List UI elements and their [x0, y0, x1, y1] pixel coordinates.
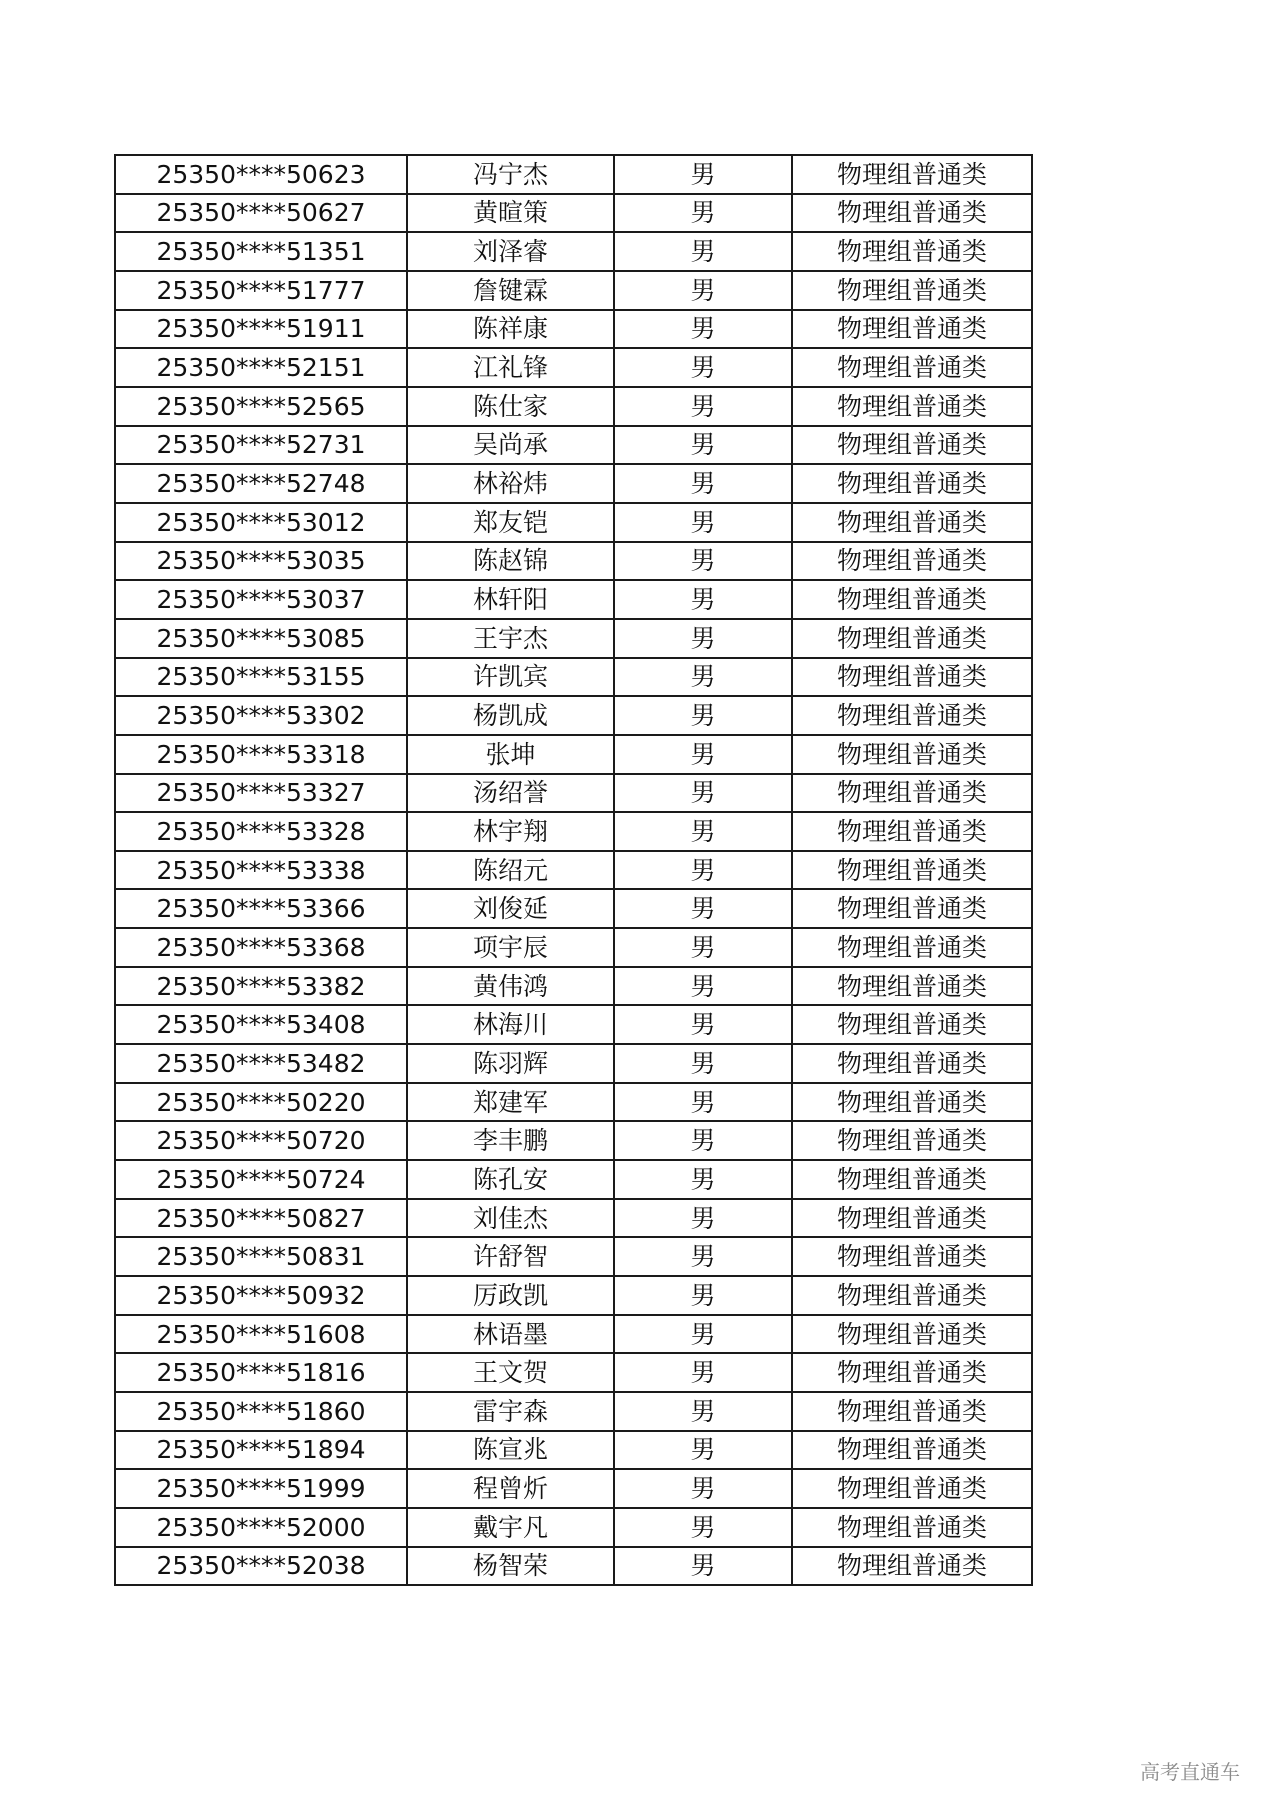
gender-cell: 男	[614, 774, 792, 813]
table-row	[115, 503, 1032, 542]
exam-id-cell: 25350****50831	[115, 1237, 407, 1276]
category-cell: 物理组普通类	[792, 774, 1032, 813]
exam-id-cell: 25350****51816	[115, 1353, 407, 1392]
exam-id-cell: 25350****52151	[115, 348, 407, 387]
student-name-cell: 林海川	[407, 1005, 614, 1044]
table-row	[115, 1392, 1032, 1431]
gender-cell: 男	[614, 619, 792, 658]
exam-id-cell: 25350****52731	[115, 426, 407, 465]
exam-id-cell: 25350****53327	[115, 774, 407, 813]
gender-cell: 男	[614, 194, 792, 233]
gender-cell: 男	[614, 232, 792, 271]
exam-id-cell: 25350****53012	[115, 503, 407, 542]
category-cell: 物理组普通类	[792, 1121, 1032, 1160]
category-cell: 物理组普通类	[792, 348, 1032, 387]
gender-cell: 男	[614, 1392, 792, 1431]
gender-cell: 男	[614, 155, 792, 194]
exam-id-cell: 25350****53318	[115, 735, 407, 774]
gender-cell: 男	[614, 928, 792, 967]
category-cell: 物理组普通类	[792, 1315, 1032, 1354]
gender-cell: 男	[614, 1237, 792, 1276]
exam-id-cell: 25350****53482	[115, 1044, 407, 1083]
exam-id-cell: 25350****53408	[115, 1005, 407, 1044]
category-cell: 物理组普通类	[792, 967, 1032, 1006]
exam-id-cell: 25350****51999	[115, 1469, 407, 1508]
table-row	[115, 696, 1032, 735]
table-row	[115, 658, 1032, 697]
exam-id-cell: 25350****53037	[115, 580, 407, 619]
student-name-cell: 林轩阳	[407, 580, 614, 619]
student-name-cell: 项宇辰	[407, 928, 614, 967]
student-name-cell: 陈羽辉	[407, 1044, 614, 1083]
category-cell: 物理组普通类	[792, 542, 1032, 581]
student-name-cell: 陈绍元	[407, 851, 614, 890]
gender-cell: 男	[614, 1508, 792, 1547]
gender-cell: 男	[614, 1005, 792, 1044]
category-cell: 物理组普通类	[792, 1547, 1032, 1586]
gender-cell: 男	[614, 1083, 792, 1122]
table-row	[115, 387, 1032, 426]
table-row	[115, 1315, 1032, 1354]
gender-cell: 男	[614, 464, 792, 503]
category-cell: 物理组普通类	[792, 271, 1032, 310]
category-cell: 物理组普通类	[792, 503, 1032, 542]
exam-id-cell: 25350****53382	[115, 967, 407, 1006]
table-row	[115, 774, 1032, 813]
category-cell: 物理组普通类	[792, 1083, 1032, 1122]
gender-cell: 男	[614, 426, 792, 465]
student-roster-table	[114, 154, 1033, 1586]
student-name-cell: 黄暄策	[407, 194, 614, 233]
student-name-cell: 吴尚承	[407, 426, 614, 465]
student-name-cell: 刘俊延	[407, 889, 614, 928]
student-name-cell: 许凯宾	[407, 658, 614, 697]
student-name-cell: 汤绍誉	[407, 774, 614, 813]
watermark: 高考直通车	[1140, 1760, 1240, 1784]
exam-id-cell: 25350****50827	[115, 1199, 407, 1238]
table-row	[115, 1508, 1032, 1547]
student-name-cell: 郑友铠	[407, 503, 614, 542]
category-cell: 物理组普通类	[792, 1237, 1032, 1276]
student-name-cell: 王宇杰	[407, 619, 614, 658]
gender-cell: 男	[614, 503, 792, 542]
category-cell: 物理组普通类	[792, 155, 1032, 194]
student-name-cell: 陈孔安	[407, 1160, 614, 1199]
table-row	[115, 967, 1032, 1006]
gender-cell: 男	[614, 967, 792, 1006]
table-row	[115, 812, 1032, 851]
student-name-cell: 陈宣兆	[407, 1431, 614, 1470]
exam-id-cell: 25350****50720	[115, 1121, 407, 1160]
gender-cell: 男	[614, 542, 792, 581]
table-row	[115, 1353, 1032, 1392]
category-cell: 物理组普通类	[792, 928, 1032, 967]
exam-id-cell: 25350****53366	[115, 889, 407, 928]
table-row	[115, 271, 1032, 310]
category-cell: 物理组普通类	[792, 889, 1032, 928]
exam-id-cell: 25350****52565	[115, 387, 407, 426]
student-name-cell: 刘佳杰	[407, 1199, 614, 1238]
exam-id-cell: 25350****50724	[115, 1160, 407, 1199]
student-name-cell: 张坤	[407, 735, 614, 774]
exam-id-cell: 25350****52038	[115, 1547, 407, 1586]
table-row	[115, 1083, 1032, 1122]
student-name-cell: 林宇翔	[407, 812, 614, 851]
category-cell: 物理组普通类	[792, 1431, 1032, 1470]
category-cell: 物理组普通类	[792, 194, 1032, 233]
exam-id-cell: 25350****51911	[115, 310, 407, 349]
exam-id-cell: 25350****51860	[115, 1392, 407, 1431]
student-name-cell: 程曾炘	[407, 1469, 614, 1508]
category-cell: 物理组普通类	[792, 851, 1032, 890]
gender-cell: 男	[614, 348, 792, 387]
exam-id-cell: 25350****53035	[115, 542, 407, 581]
gender-cell: 男	[614, 812, 792, 851]
category-cell: 物理组普通类	[792, 812, 1032, 851]
gender-cell: 男	[614, 580, 792, 619]
exam-id-cell: 25350****51894	[115, 1431, 407, 1470]
table-row	[115, 1431, 1032, 1470]
exam-id-cell: 25350****53302	[115, 696, 407, 735]
student-name-cell: 林语墨	[407, 1315, 614, 1354]
table-row	[115, 735, 1032, 774]
exam-id-cell: 25350****51777	[115, 271, 407, 310]
student-name-cell: 林裕炜	[407, 464, 614, 503]
category-cell: 物理组普通类	[792, 387, 1032, 426]
student-name-cell: 杨凯成	[407, 696, 614, 735]
table-row	[115, 889, 1032, 928]
exam-id-cell: 25350****52000	[115, 1508, 407, 1547]
table-row	[115, 1160, 1032, 1199]
category-cell: 物理组普通类	[792, 426, 1032, 465]
gender-cell: 男	[614, 1353, 792, 1392]
table-row	[115, 194, 1032, 233]
student-name-cell: 杨智荣	[407, 1547, 614, 1586]
student-name-cell: 郑建军	[407, 1083, 614, 1122]
student-name-cell: 詹键霖	[407, 271, 614, 310]
gender-cell: 男	[614, 387, 792, 426]
table-row	[115, 464, 1032, 503]
gender-cell: 男	[614, 1315, 792, 1354]
exam-id-cell: 25350****53328	[115, 812, 407, 851]
exam-id-cell: 25350****50932	[115, 1276, 407, 1315]
table-row	[115, 1237, 1032, 1276]
student-name-cell: 厉政凯	[407, 1276, 614, 1315]
gender-cell: 男	[614, 1199, 792, 1238]
table-row	[115, 619, 1032, 658]
table-row	[115, 348, 1032, 387]
category-cell: 物理组普通类	[792, 232, 1032, 271]
table-row	[115, 232, 1032, 271]
table-row	[115, 851, 1032, 890]
gender-cell: 男	[614, 889, 792, 928]
gender-cell: 男	[614, 1431, 792, 1470]
student-name-cell: 陈祥康	[407, 310, 614, 349]
table-row	[115, 1547, 1032, 1586]
category-cell: 物理组普通类	[792, 1392, 1032, 1431]
student-name-cell: 江礼锋	[407, 348, 614, 387]
gender-cell: 男	[614, 851, 792, 890]
table-row	[115, 1276, 1032, 1315]
gender-cell: 男	[614, 310, 792, 349]
category-cell: 物理组普通类	[792, 1199, 1032, 1238]
category-cell: 物理组普通类	[792, 1469, 1032, 1508]
student-name-cell: 雷宇森	[407, 1392, 614, 1431]
table-row	[115, 1121, 1032, 1160]
student-name-cell: 黄伟鸿	[407, 967, 614, 1006]
exam-id-cell: 25350****53368	[115, 928, 407, 967]
student-name-cell: 陈赵锦	[407, 542, 614, 581]
table-row	[115, 1044, 1032, 1083]
gender-cell: 男	[614, 1469, 792, 1508]
category-cell: 物理组普通类	[792, 1508, 1032, 1547]
category-cell: 物理组普通类	[792, 619, 1032, 658]
table-row	[115, 1199, 1032, 1238]
category-cell: 物理组普通类	[792, 464, 1032, 503]
exam-id-cell: 25350****51351	[115, 232, 407, 271]
category-cell: 物理组普通类	[792, 658, 1032, 697]
table-row	[115, 310, 1032, 349]
gender-cell: 男	[614, 271, 792, 310]
category-cell: 物理组普通类	[792, 696, 1032, 735]
student-name-cell: 王文贺	[407, 1353, 614, 1392]
category-cell: 物理组普通类	[792, 580, 1032, 619]
student-name-cell: 冯宁杰	[407, 155, 614, 194]
student-name-cell: 戴宇凡	[407, 1508, 614, 1547]
exam-id-cell: 25350****52748	[115, 464, 407, 503]
table-row	[115, 928, 1032, 967]
category-cell: 物理组普通类	[792, 1353, 1032, 1392]
category-cell: 物理组普通类	[792, 735, 1032, 774]
student-name-cell: 李丰鹏	[407, 1121, 614, 1160]
gender-cell: 男	[614, 1276, 792, 1315]
roster-body	[115, 155, 1032, 1585]
gender-cell: 男	[614, 696, 792, 735]
category-cell: 物理组普通类	[792, 1044, 1032, 1083]
student-name-cell: 许舒智	[407, 1237, 614, 1276]
gender-cell: 男	[614, 1044, 792, 1083]
table-row	[115, 542, 1032, 581]
exam-id-cell: 25350****50220	[115, 1083, 407, 1122]
table-row	[115, 155, 1032, 194]
table-row	[115, 580, 1032, 619]
category-cell: 物理组普通类	[792, 310, 1032, 349]
gender-cell: 男	[614, 1121, 792, 1160]
category-cell: 物理组普通类	[792, 1276, 1032, 1315]
gender-cell: 男	[614, 1160, 792, 1199]
gender-cell: 男	[614, 735, 792, 774]
exam-id-cell: 25350****50623	[115, 155, 407, 194]
exam-id-cell: 25350****50627	[115, 194, 407, 233]
gender-cell: 男	[614, 1547, 792, 1586]
student-name-cell: 陈仕家	[407, 387, 614, 426]
exam-id-cell: 25350****53338	[115, 851, 407, 890]
exam-id-cell: 25350****53085	[115, 619, 407, 658]
gender-cell: 男	[614, 658, 792, 697]
exam-id-cell: 25350****51608	[115, 1315, 407, 1354]
category-cell: 物理组普通类	[792, 1005, 1032, 1044]
exam-id-cell: 25350****53155	[115, 658, 407, 697]
category-cell: 物理组普通类	[792, 1160, 1032, 1199]
table-row	[115, 1005, 1032, 1044]
student-name-cell: 刘泽睿	[407, 232, 614, 271]
table-row	[115, 1469, 1032, 1508]
table-row	[115, 426, 1032, 465]
